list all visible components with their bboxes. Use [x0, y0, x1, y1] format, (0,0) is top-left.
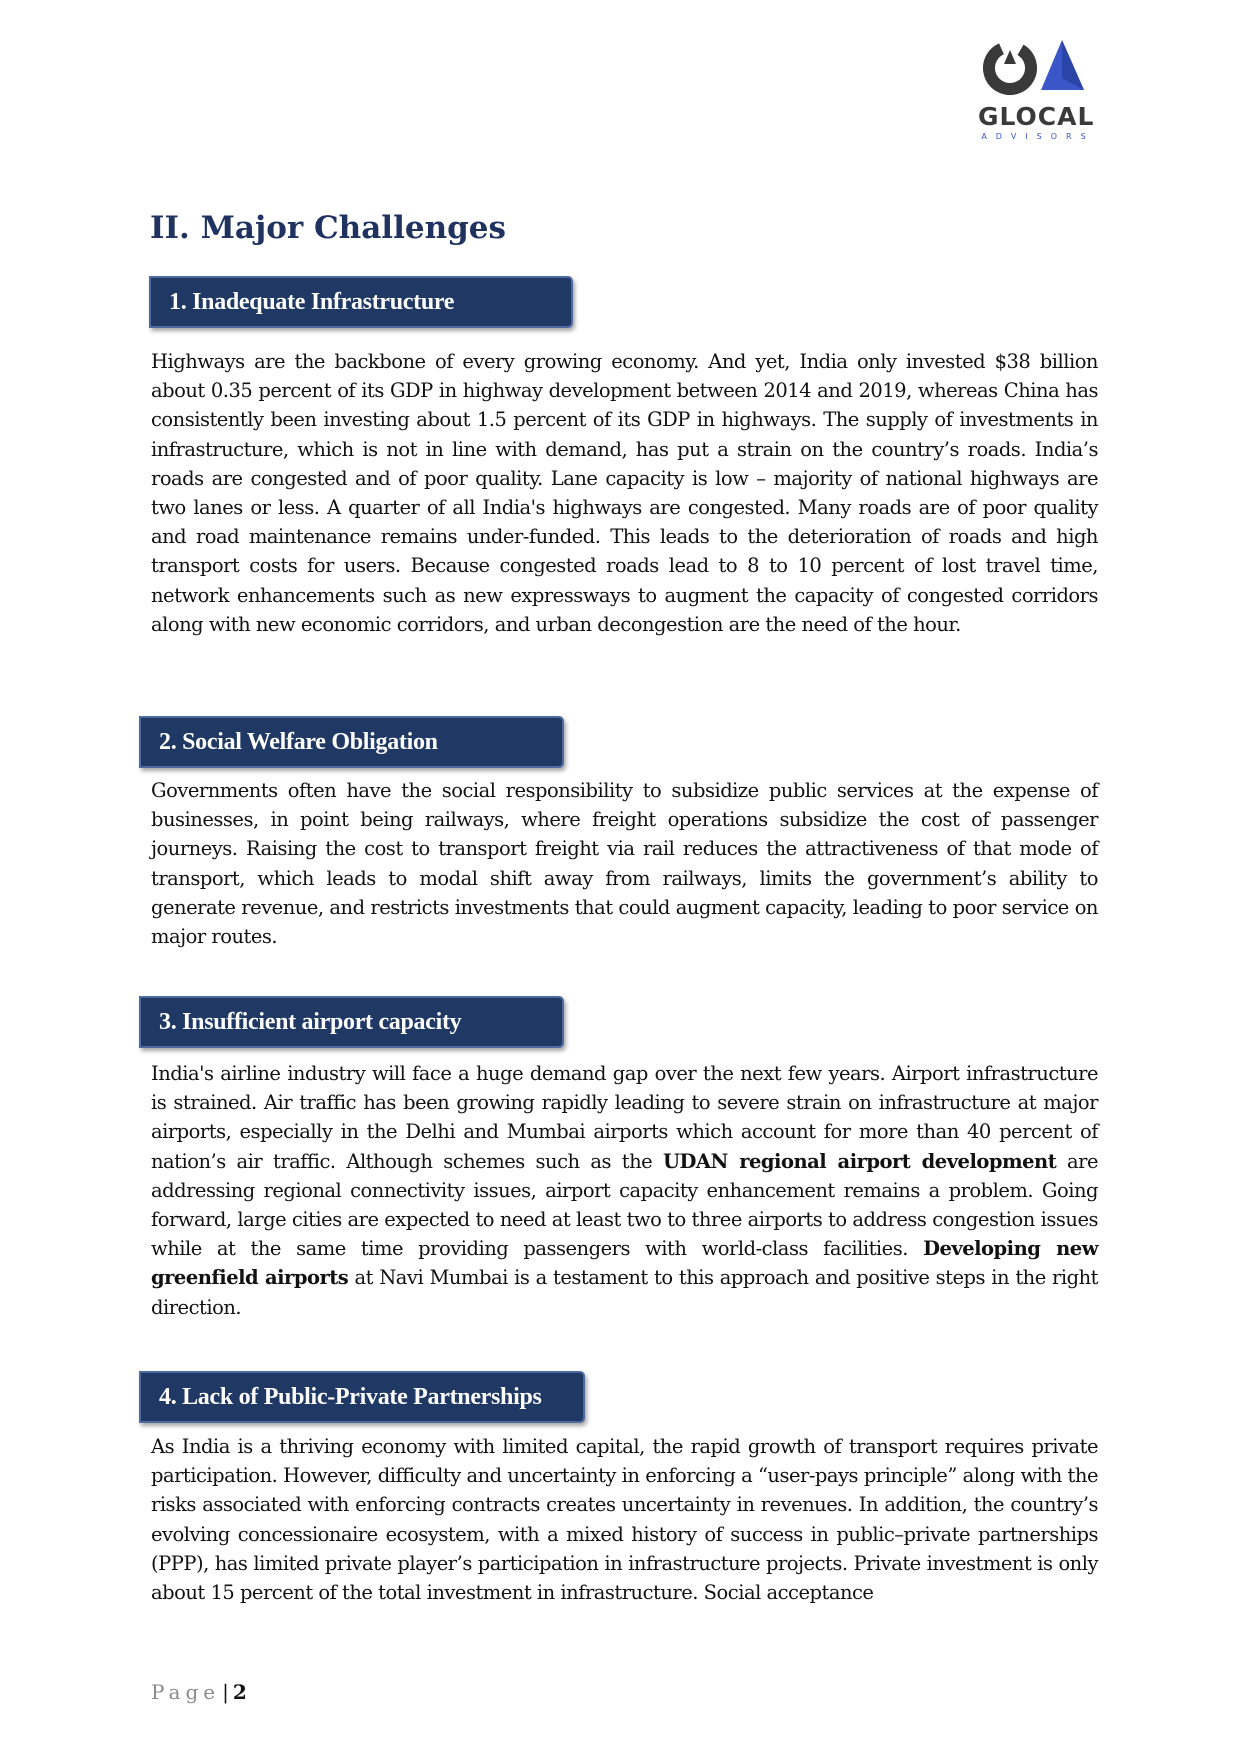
- section-heading: 3. Insufficient airport capacity: [159, 1009, 462, 1035]
- section-heading: 4. Lack of Public-Private Partnerships: [159, 1384, 542, 1410]
- footer-separator: |: [222, 1680, 229, 1704]
- body-text: at Navi Mumbai is a testament to this approach and positive steps in the right direction.: [151, 1266, 1098, 1319]
- logo-mark-icon: [978, 38, 1094, 102]
- section-paragraph-2: [151, 776, 1098, 951]
- page-title: II. Major Challenges: [150, 210, 506, 246]
- section-heading: 1. Inadequate Infrastructure: [169, 289, 455, 315]
- page-footer: [151, 1680, 247, 1704]
- logo-tagline: ADVISORS: [981, 132, 1095, 141]
- section-banner-3: [139, 996, 564, 1048]
- section-banner-4: [139, 1371, 585, 1423]
- section-paragraph-4: [151, 1432, 1098, 1607]
- section-banner-2: [139, 716, 564, 768]
- body-text: As India is a thriving economy with limited capital, the rapid growth of transport requires private participation. However, difficulty and uncertainty in enforcing a “user-pays principle” along with the risks associated with enforcing contracts creates uncertainty in revenues. In addition, the country’s evolving concessionaire ecosystem, with a mixed history of success in public–private partnerships (PPP), has limited private player’s participation in infrastructure projects. Private investment is only about 15 percent of the total investment in infrastructure. Social acceptance: [151, 1435, 1098, 1605]
- page-label: Page: [151, 1680, 221, 1704]
- section-banner-1: [149, 276, 573, 328]
- emphasis-text: UDAN regional airport development: [663, 1149, 1057, 1173]
- section-paragraph-3: [151, 1059, 1098, 1322]
- section-heading: 2. Social Welfare Obligation: [159, 729, 438, 755]
- glocal-advisors-logo: [978, 38, 1098, 141]
- page-number: 2: [232, 1680, 247, 1704]
- section-paragraph-1: [151, 347, 1098, 639]
- body-text: are addressing regional connectivity issues, airport capacity enhancement remains a problem. Going forward, large cities are expected to need at least two to three airports to address congestion issues while at the same time providing passengers with world-class facilities.: [151, 1149, 1099, 1261]
- body-text: Governments often have the social responsibility to subsidize public services at the expense of businesses, in point being railways, where freight operations subsidize the cost of passenger journeys. Raising the cost to transport freight via rail reduces the attractiveness of that mode of transport, which leads to modal shift away from railways, limits the government’s ability to generate revenue, and restricts investments that could augment capacity, leading to poor service on major routes.: [151, 779, 1098, 949]
- emphasis-text: Developing new greenfield airports: [151, 1237, 1098, 1290]
- logo-name: GLOCAL: [978, 102, 1095, 131]
- body-text: Highways are the backbone of every growing economy. And yet, India only invested $38 billion about 0.35 percent of its GDP in highway development between 2014 and 2019, whereas China has consistently been investing about 1.5 percent of its GDP in highways. The supply of investments in infrastructure, which is not in line with demand, has put a strain on the country’s roads. India’s roads are congested and of poor quality. Lane capacity is low – majority of national highways are two lanes or less. A quarter of all India's highways are congested. Many roads are of poor quality and road maintenance remains under-funded. This leads to the deterioration of roads and high transport costs for users. Because congested roads lead to 8 to 10 percent of lost travel time, network enhancements such as new expressways to augment the capacity of congested corridors along with new economic corridors, and urban decongestion are the need of the hour.: [151, 350, 1098, 636]
- body-text: India's airline industry will face a huge demand gap over the next few years. Airport infrastructure is strained. Air traffic has been growing rapidly leading to severe strain on infrastructure at major airports, especially in the Delhi and Mumbai airports which account for more than 40 percent of nation’s air traffic. Although schemes such as the: [151, 1062, 1098, 1173]
